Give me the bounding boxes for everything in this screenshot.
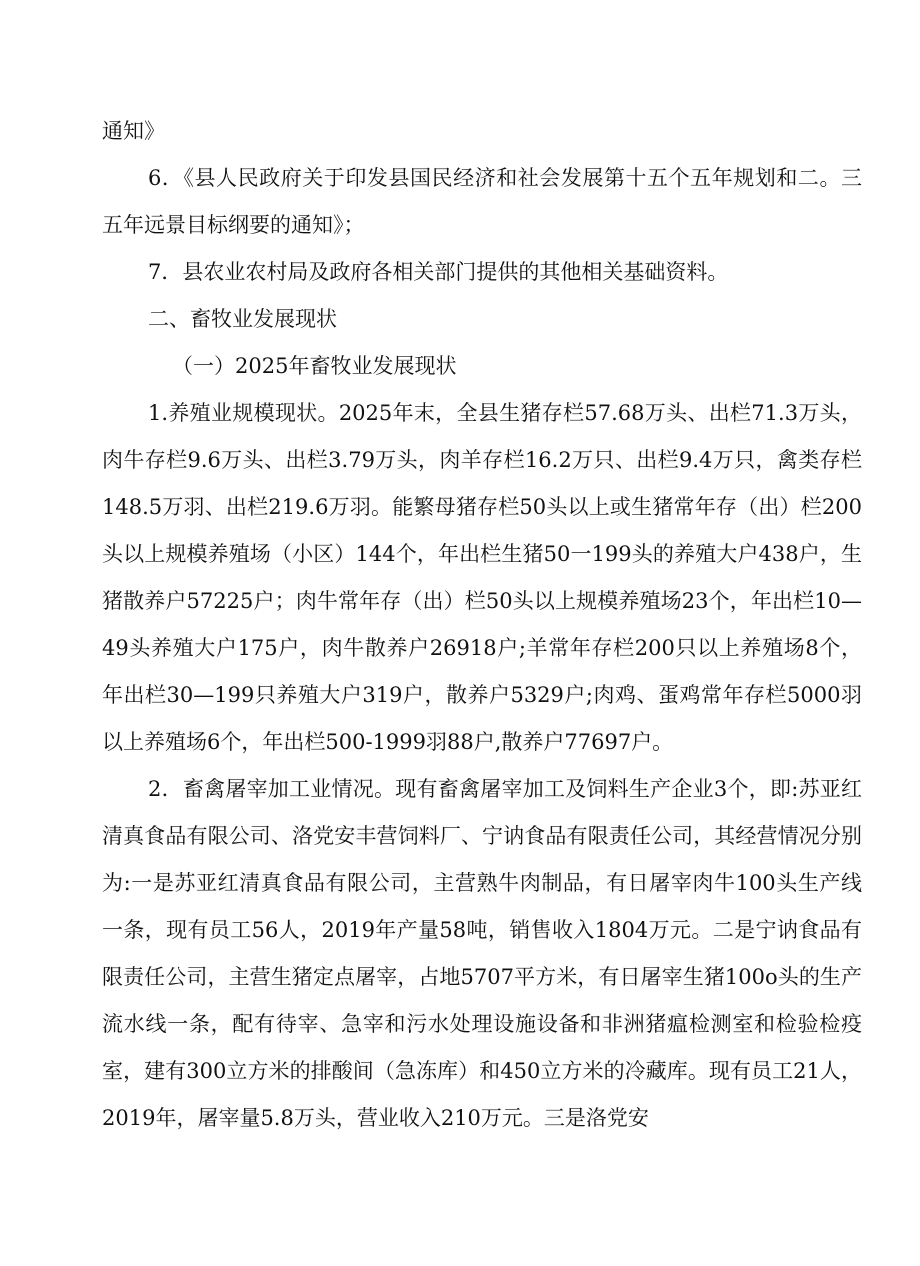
subsection-heading-1: （一）2025年畜牧业发展现状 — [172, 354, 457, 378]
paragraph-reference-6: 6．《县人民政府关于印发县国民经济和社会发展第十五个五年规划和二。三五年远景目标纲要的通知》； — [102, 166, 862, 237]
paragraph-reference-7: 7．县农业农村局及政府各相关部门提供的其他相关基础资料。 — [148, 260, 729, 284]
paragraph-item-2: 2．畜禽屠宰加工业情况。现有畜禽屠宰加工及饲料生产企业3个，即:苏亚红清真食品有限公司、洛党安丰营饲料厂、宁讷食品有限责任公司，其经营情况分别为:一是苏亚红清真食品有限公司，主营熟牛肉制品，有日屠宰肉牛100头生产线一条，现有员工56人，2019年产量58吨，销售收入1804万元。二是宁讷食品有限责任公司，主营生猪定点屠宰，占地5707平方米，有日屠宰生猪100o头的生产流水线一条，配有待宰、急宰和污水处理设施设备和非洲猪瘟检测室和检验检疫室，建有300立方米的排酸间（急冻库）和450立方米的冷藏库。现有员工21人，2019年，屠宰量5.8万头，营业收入210万元。三是洛党安 — [102, 777, 862, 1130]
document-page — [102, 108, 862, 1142]
paragraph-continuation: 通知》 — [102, 119, 165, 143]
section-heading-2: 二、畜牧业发展现状 — [148, 307, 337, 331]
paragraph-item-1: 1.养殖业规模现状。2025年末，全县生猪存栏57.68万头、出栏71.3万头，肉牛存栏9.6万头、出栏3.79万头，肉羊存栏16.2万只、出栏9.4万只，禽类存栏148.5万羽、出栏219.6万羽。能繁母猪存栏50头以上或生猪常年存（出）栏200头以上规模养殖场（小区）144个，年出栏生猪50一199头的养殖大户438户，生猪散养户57225户；肉牛常年存（出）栏50头以上规模养殖场23个，年出栏10—49头养殖大户175户，肉牛散养户26918户;羊常年存栏200只以上养殖场8个，年出栏30—199只养殖大户319户，散养户5329户;肉鸡、蛋鸡常年存栏5000羽以上养殖场6个，年出栏500-1999羽88户,散养户77697户。 — [102, 401, 862, 754]
